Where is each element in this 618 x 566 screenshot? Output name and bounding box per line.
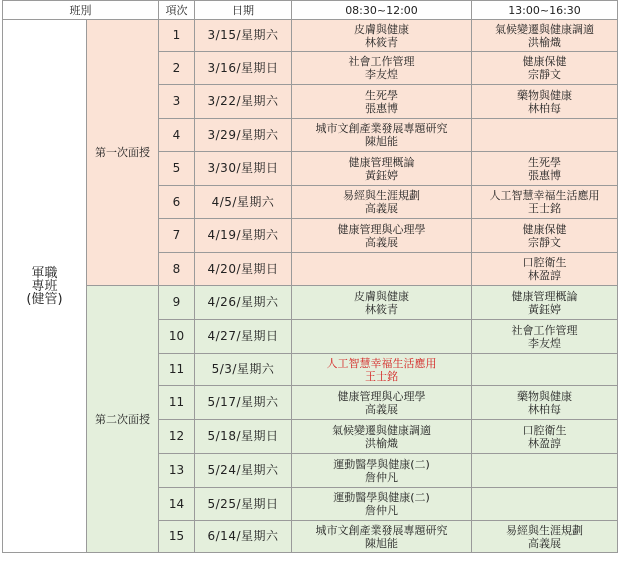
afternoon-course: 健康保健 bbox=[522, 55, 567, 68]
afternoon-teacher: 李友煌 bbox=[528, 336, 561, 350]
morning-course: 城市文創產業發展專題研究 bbox=[315, 523, 448, 537]
item-number: 3 bbox=[159, 85, 195, 119]
item-number: 13 bbox=[159, 454, 195, 488]
morning-course: 健康管理概論 bbox=[348, 155, 415, 169]
item-number: 11 bbox=[159, 354, 195, 386]
morning-session-cell bbox=[292, 20, 472, 52]
morning-session-cell bbox=[292, 420, 472, 454]
morning-course: 易經與生涯規劃 bbox=[343, 189, 420, 202]
afternoon-course: 易經與生涯規劃 bbox=[506, 523, 583, 537]
header-morning: 08:30~12:00 bbox=[292, 1, 472, 20]
morning-course: 健康管理與心理學 bbox=[337, 222, 426, 236]
afternoon-course: 藥物與健康 bbox=[517, 389, 572, 403]
header-item: 項次 bbox=[159, 1, 195, 20]
item-number: 5 bbox=[159, 152, 195, 186]
session-date: 3/29/星期六 bbox=[195, 119, 292, 152]
class-name-line: (健管) bbox=[26, 291, 63, 307]
session-date: 4/20/星期日 bbox=[195, 253, 292, 286]
morning-course: 健康管理與心理學 bbox=[337, 389, 426, 403]
afternoon-session-cell bbox=[472, 488, 618, 521]
afternoon-course: 氣候變遷與健康調適 bbox=[495, 22, 594, 36]
afternoon-teacher: 洪榆熾 bbox=[528, 35, 561, 49]
item-number: 15 bbox=[159, 521, 195, 553]
item-number: 4 bbox=[159, 119, 195, 152]
session-date: 3/15/星期六 bbox=[195, 20, 292, 52]
session-date: 5/17/星期六 bbox=[195, 386, 292, 420]
afternoon-session-cell bbox=[472, 85, 618, 119]
afternoon-teacher: 高義展 bbox=[528, 536, 561, 550]
schedule-table bbox=[2, 0, 618, 553]
afternoon-course: 藥物與健康 bbox=[517, 88, 572, 102]
item-number: 7 bbox=[159, 219, 195, 253]
morning-teacher: 高義展 bbox=[365, 202, 398, 215]
session-date: 5/3/星期六 bbox=[195, 354, 292, 386]
morning-teacher: 林筱青 bbox=[365, 35, 398, 49]
item-number: 14 bbox=[159, 488, 195, 521]
session-date: 5/18/星期日 bbox=[195, 420, 292, 454]
afternoon-session-cell bbox=[472, 20, 618, 52]
afternoon-teacher: 林柏每 bbox=[528, 402, 561, 416]
morning-session-cell bbox=[292, 85, 472, 119]
class-name-cell bbox=[3, 20, 87, 553]
morning-teacher: 陳旭能 bbox=[365, 536, 398, 550]
morning-course: 生死學 bbox=[365, 88, 398, 102]
afternoon-session-cell bbox=[472, 152, 618, 186]
header-row bbox=[3, 1, 618, 20]
class-name-line: 專班 bbox=[31, 278, 58, 294]
morning-session-cell bbox=[292, 253, 472, 286]
morning-teacher: 陳旭能 bbox=[365, 135, 398, 148]
afternoon-session-cell bbox=[472, 219, 618, 253]
morning-session-cell bbox=[292, 320, 472, 354]
morning-teacher: 詹仲凡 bbox=[365, 504, 398, 517]
morning-teacher: 黃鈺婷 bbox=[365, 168, 398, 182]
session-date: 4/5/星期六 bbox=[195, 186, 292, 219]
afternoon-course: 健康管理概論 bbox=[511, 289, 578, 303]
morning-course: 氣候變遷與健康調適 bbox=[332, 423, 431, 437]
table-row bbox=[3, 286, 618, 320]
morning-session-cell bbox=[292, 286, 472, 320]
afternoon-course: 社會工作管理 bbox=[511, 323, 578, 337]
morning-course: 皮膚與健康 bbox=[354, 22, 409, 36]
session-date: 3/22/星期六 bbox=[195, 85, 292, 119]
session-date: 4/26/星期六 bbox=[195, 286, 292, 320]
item-number: 12 bbox=[159, 420, 195, 454]
item-number: 8 bbox=[159, 253, 195, 286]
afternoon-teacher: 宗靜文 bbox=[528, 235, 561, 249]
afternoon-session-cell bbox=[472, 119, 618, 152]
morning-session-cell bbox=[292, 488, 472, 521]
afternoon-teacher: 林盈諄 bbox=[528, 269, 561, 282]
morning-teacher: 洪榆熾 bbox=[365, 436, 398, 450]
morning-course: 運動醫學與健康(二) bbox=[333, 491, 430, 504]
morning-teacher: 林筱青 bbox=[365, 302, 398, 316]
morning-teacher: 張惠博 bbox=[365, 101, 398, 115]
afternoon-teacher: 張惠博 bbox=[528, 168, 561, 182]
morning-session-cell bbox=[292, 521, 472, 553]
afternoon-session-cell bbox=[472, 386, 618, 420]
session-date: 6/14/星期六 bbox=[195, 521, 292, 553]
afternoon-course: 口腔衛生 bbox=[522, 423, 567, 437]
morning-session-cell bbox=[292, 52, 472, 85]
item-number: 2 bbox=[159, 52, 195, 85]
afternoon-teacher: 王士銘 bbox=[528, 202, 561, 215]
header-date: 日期 bbox=[195, 1, 292, 20]
afternoon-teacher: 黃鈺婷 bbox=[528, 302, 561, 316]
morning-course: 社會工作管理 bbox=[348, 55, 415, 68]
afternoon-session-cell bbox=[472, 354, 618, 386]
morning-session-cell bbox=[292, 386, 472, 420]
session-date: 4/19/星期六 bbox=[195, 219, 292, 253]
afternoon-course: 人工智慧幸福生活應用 bbox=[489, 189, 600, 202]
item-number: 6 bbox=[159, 186, 195, 219]
morning-teacher: 李友煌 bbox=[365, 68, 398, 81]
morning-course: 城市文創產業發展專題研究 bbox=[315, 122, 448, 135]
morning-session-cell bbox=[292, 354, 472, 386]
morning-session-cell bbox=[292, 454, 472, 488]
morning-teacher: 王士銘 bbox=[365, 369, 398, 383]
afternoon-session-cell bbox=[472, 454, 618, 488]
header-afternoon: 13:00~16:30 bbox=[472, 1, 618, 20]
item-number: 9 bbox=[159, 286, 195, 320]
phase-second-cell: 第二次面授 bbox=[87, 286, 159, 553]
morning-course: 皮膚與健康 bbox=[354, 289, 409, 303]
morning-session-cell bbox=[292, 219, 472, 253]
morning-session-cell bbox=[292, 152, 472, 186]
afternoon-course: 生死學 bbox=[528, 155, 561, 169]
morning-teacher: 詹仲凡 bbox=[365, 470, 398, 484]
morning-teacher: 高義展 bbox=[365, 402, 398, 416]
morning-course: 人工智慧幸福生活應用 bbox=[326, 356, 437, 370]
afternoon-session-cell bbox=[472, 320, 618, 354]
session-date: 3/16/星期日 bbox=[195, 52, 292, 85]
class-name-line: 軍職 bbox=[31, 265, 58, 281]
item-number: 11 bbox=[159, 386, 195, 420]
afternoon-teacher: 林盈諄 bbox=[528, 436, 561, 450]
phase-first-cell: 第一次面授 bbox=[87, 20, 159, 286]
morning-course: 運動醫學與健康(二) bbox=[333, 457, 430, 471]
afternoon-course: 口腔衛生 bbox=[522, 256, 567, 269]
item-number: 10 bbox=[159, 320, 195, 354]
table-row bbox=[3, 20, 618, 52]
session-date: 4/27/星期日 bbox=[195, 320, 292, 354]
morning-teacher: 高義展 bbox=[365, 235, 398, 249]
afternoon-teacher: 林柏每 bbox=[528, 101, 561, 115]
afternoon-session-cell bbox=[472, 253, 618, 286]
session-date: 5/25/星期日 bbox=[195, 488, 292, 521]
item-number: 1 bbox=[159, 20, 195, 52]
session-date: 3/30/星期日 bbox=[195, 152, 292, 186]
session-date: 5/24/星期六 bbox=[195, 454, 292, 488]
morning-session-cell bbox=[292, 186, 472, 219]
header-class: 班別 bbox=[3, 1, 159, 20]
morning-session-cell bbox=[292, 119, 472, 152]
afternoon-session-cell bbox=[472, 286, 618, 320]
afternoon-course: 健康保健 bbox=[522, 222, 567, 236]
afternoon-session-cell bbox=[472, 521, 618, 553]
afternoon-session-cell bbox=[472, 420, 618, 454]
afternoon-session-cell bbox=[472, 186, 618, 219]
afternoon-session-cell bbox=[472, 52, 618, 85]
afternoon-teacher: 宗靜文 bbox=[528, 68, 561, 81]
